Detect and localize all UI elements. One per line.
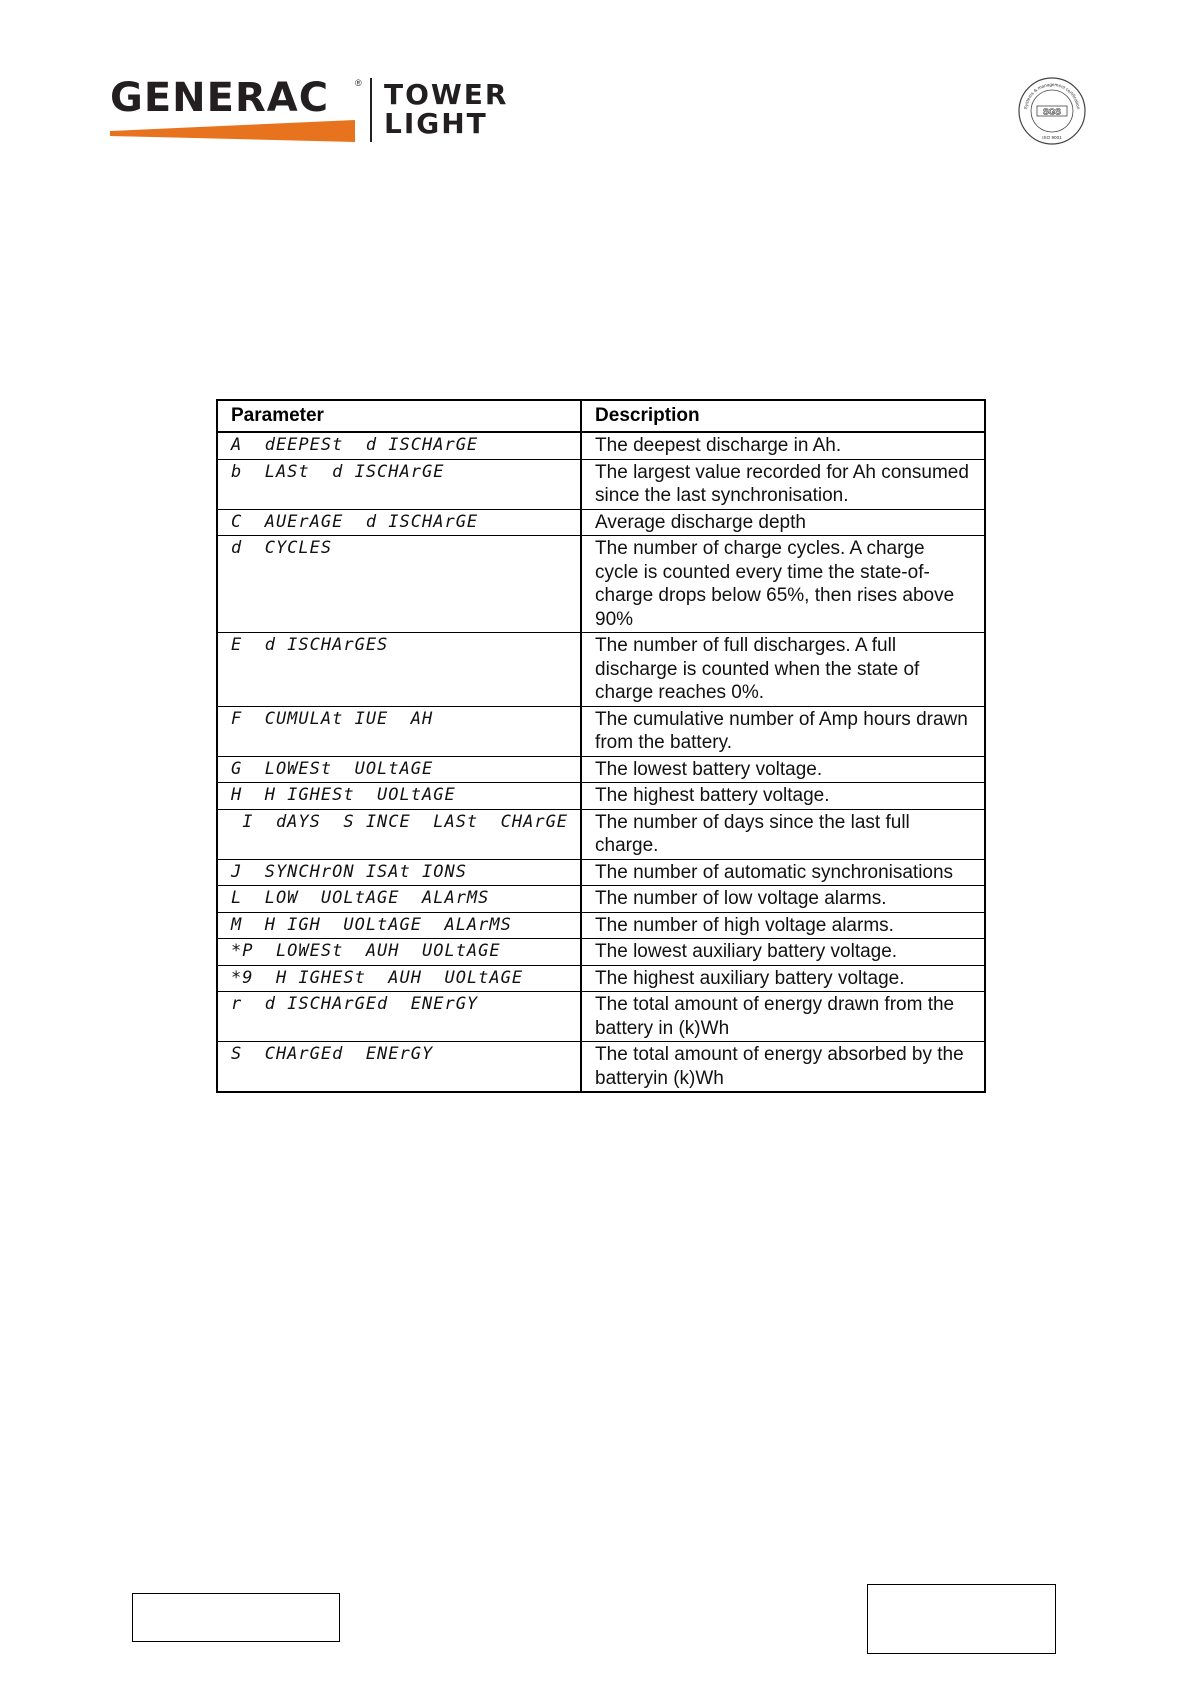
logo-divider (370, 78, 372, 142)
description-cell: The lowest auxiliary battery voltage. (581, 939, 985, 966)
parameter-cell: *P LOWESt AUH UOLtAGE (217, 939, 581, 966)
table-row (217, 432, 985, 459)
description-cell: Average discharge depth (581, 509, 985, 536)
parameter-cell: b LASt d ISCHArGE (217, 459, 581, 509)
table-row (217, 509, 985, 536)
description-cell: The largest value recorded for Ah consumed since the last synchronisation. (581, 459, 985, 509)
seal-arc-text: Systems & management certification (1023, 81, 1081, 110)
table-row (217, 459, 985, 509)
description-cell: The number of charge cycles. A charge cycle is counted every time the state-of-charge drops below 65%, then rises above 90% (581, 536, 985, 633)
description-cell: The total amount of energy absorbed by the batteryin (k)Wh (581, 1042, 985, 1093)
table-row (217, 809, 985, 859)
seal-center-text: SGS (1043, 106, 1061, 117)
table-body (217, 432, 985, 1092)
parameter-cell: H H IGHESt UOLtAGE (217, 783, 581, 810)
table-row (217, 859, 985, 886)
parameter-cell: S CHArGEd ENErGY (217, 1042, 581, 1093)
product-name-line2: LIGHT (384, 107, 488, 140)
table-row (217, 1042, 985, 1093)
parameter-cell: d CYCLES (217, 536, 581, 633)
parameter-cell: I dAYS S INCE LASt CHArGE (217, 809, 581, 859)
product-name (384, 80, 508, 138)
table-row (217, 756, 985, 783)
column-header-description: Description (581, 400, 985, 432)
description-cell: The deepest discharge in Ah. (581, 432, 985, 459)
description-cell: The number of high voltage alarms. (581, 912, 985, 939)
parameter-cell: G LOWESt UOLtAGE (217, 756, 581, 783)
table-header-row (217, 400, 985, 432)
description-cell: The highest auxiliary battery voltage. (581, 965, 985, 992)
generac-tower-light-logo (110, 72, 550, 152)
table-row (217, 939, 985, 966)
parameter-cell: C AUErAGE d ISCHArGE (217, 509, 581, 536)
parameter-cell: *9 H IGHESt AUH UOLtAGE (217, 965, 581, 992)
table-row (217, 536, 985, 633)
parameter-cell: L LOW UOLtAGE ALArMS (217, 886, 581, 913)
brand-name: GENERAC (110, 75, 330, 121)
table-row (217, 706, 985, 756)
description-cell: The lowest battery voltage. (581, 756, 985, 783)
parameter-cell: F CUMULAt IUE AH (217, 706, 581, 756)
parameter-cell: J SYNCHrON ISAt IONS (217, 859, 581, 886)
sgs-certification-seal-icon (1017, 76, 1087, 146)
description-cell: The number of days since the last full charge. (581, 809, 985, 859)
parameter-cell: A dEEPESt d ISCHArGE (217, 432, 581, 459)
parameter-cell: M H IGH UOLtAGE ALArMS (217, 912, 581, 939)
product-name-line1: TOWER (384, 78, 509, 111)
footer-box-left (132, 1593, 340, 1642)
registered-mark: ® (355, 78, 362, 88)
table-row (217, 912, 985, 939)
battery-parameter-table (216, 399, 986, 1093)
table-row (217, 992, 985, 1042)
parameter-cell: E d ISCHArGES (217, 633, 581, 707)
table-row (217, 886, 985, 913)
column-header-parameter: Parameter (217, 400, 581, 432)
description-cell: The highest battery voltage. (581, 783, 985, 810)
table-row (217, 633, 985, 707)
description-cell: The number of low voltage alarms. (581, 886, 985, 913)
footer-box-right (867, 1584, 1056, 1654)
description-cell: The cumulative number of Amp hours drawn from the battery. (581, 706, 985, 756)
brand-swoosh-icon (110, 120, 355, 142)
parameter-cell: r d ISCHArGEd ENErGY (217, 992, 581, 1042)
description-cell: The number of full discharges. A full discharge is counted when the state of charge reaches 0%. (581, 633, 985, 707)
description-cell: The total amount of energy drawn from the battery in (k)Wh (581, 992, 985, 1042)
seal-bottom-text: ISO 9001 (1042, 135, 1062, 140)
table-row (217, 783, 985, 810)
description-cell: The number of automatic synchronisations (581, 859, 985, 886)
table-row (217, 965, 985, 992)
